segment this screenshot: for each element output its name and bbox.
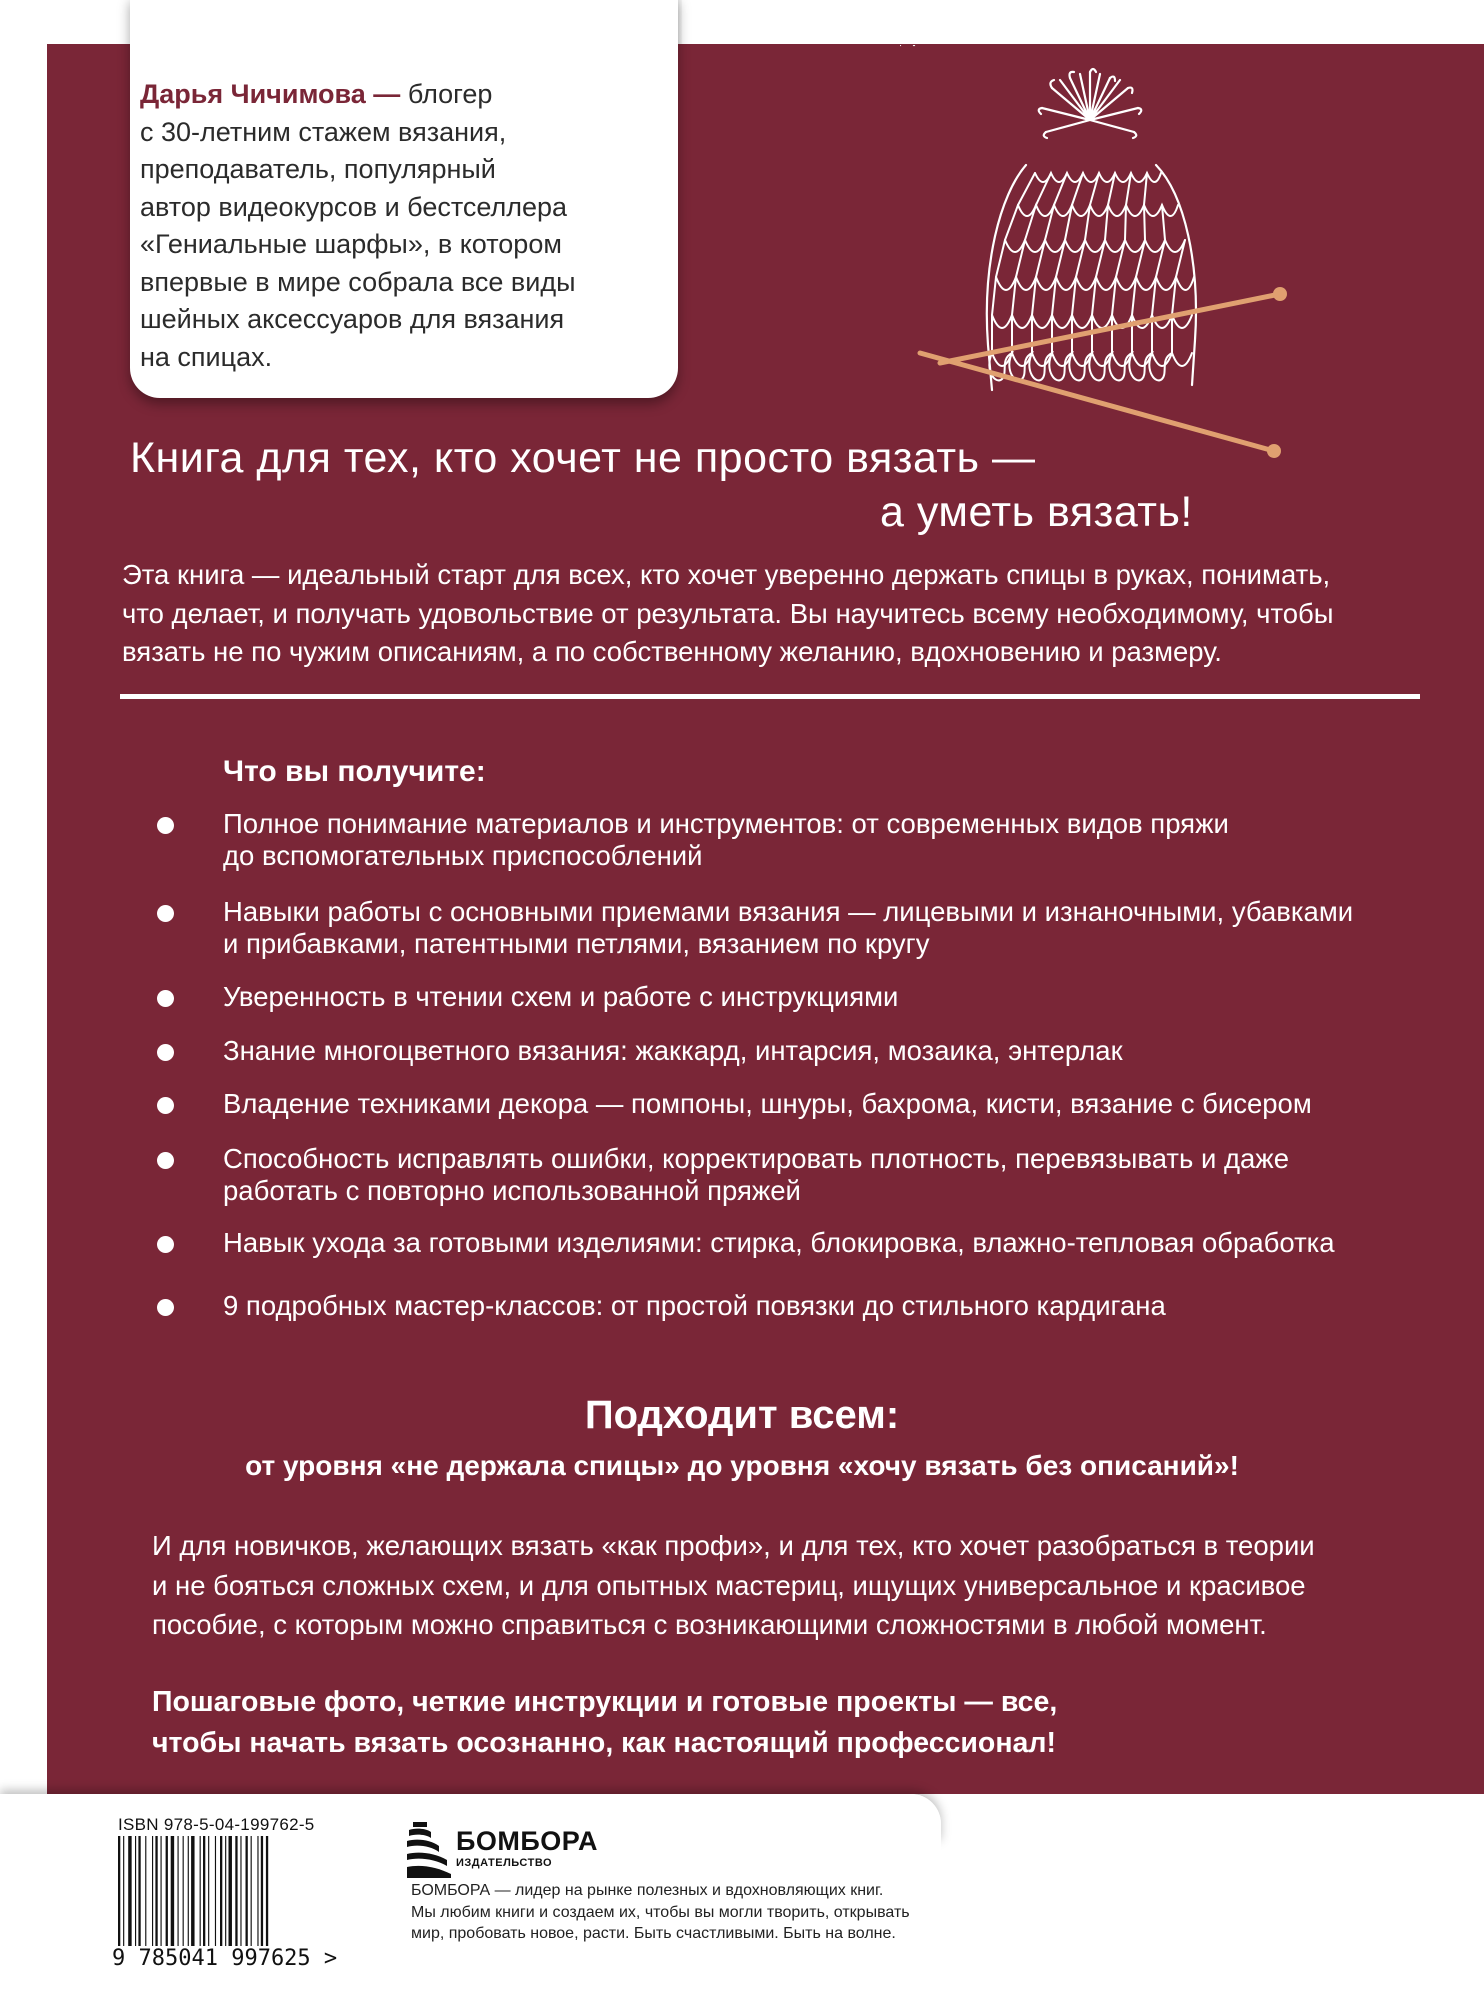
- bullet-icon: [157, 1299, 174, 1316]
- author-name: Дарья Чичимова —: [140, 79, 401, 109]
- bullet-icon: [157, 1152, 174, 1169]
- closing-line: Пошаговые фото, четкие инструкции и готовые проекты — все,: [152, 1686, 1058, 1718]
- divider-line: [120, 694, 1420, 699]
- headline-line-2: а уметь вязать!: [880, 488, 1193, 536]
- headline-line-1: Книга для тех, кто хочет не просто вязать —: [130, 434, 1036, 482]
- benefit-line: Навык ухода за готовыми изделиями: стирка, блокировка, влажно-тепловая обработка: [223, 1227, 1335, 1258]
- publisher-description: [411, 1880, 931, 1945]
- audience-line: и не бояться сложных схем, и для опытных мастериц, ищущих универсальное и красивое: [152, 1569, 1306, 1601]
- bio-line: автор видеокурсов и бестселлера: [140, 191, 568, 222]
- knitted-hat-on-needles-icon: [900, 45, 1300, 475]
- bio-line: «Гениальные шарфы», в котором: [140, 229, 562, 259]
- publisher-line: мир, пробовать новое, расти. Быть счастливыми. Быть на волне.: [411, 1925, 896, 1942]
- bio-line: на спицах.: [140, 341, 273, 372]
- bullet-icon: [157, 905, 174, 922]
- list-item: [223, 1227, 1443, 1259]
- benefits-title: Что вы получите:: [223, 755, 486, 788]
- bullet-icon: [157, 817, 174, 834]
- benefit-line: Владение техниками декора — помпоны, шнуры, бахрома, кисти, вязание с бисером: [223, 1088, 1312, 1119]
- benefit-line: Способность исправлять ошибки, корректировать плотность, перевязывать и даже: [223, 1143, 1290, 1174]
- benefit-line: и прибавками, патентными петлями, вязанием по кругу: [223, 928, 930, 959]
- suits-title: Подходит всем:: [584, 1393, 900, 1437]
- intro-line: вязать не по чужим описаниям, а по собственному желанию, вдохновению и размеру.: [122, 636, 1222, 667]
- bio-line: шейных аксессуаров для вязания: [140, 304, 565, 334]
- list-item: [223, 981, 1443, 1013]
- bullet-icon: [157, 990, 174, 1007]
- bullet-icon: [157, 1097, 174, 1114]
- barcode-icon: [118, 1836, 318, 1946]
- list-item: [223, 1290, 1443, 1322]
- list-item: [223, 896, 1443, 960]
- audience-line: И для новичков, желающих вязать «как профи», и для тех, кто хочет разобраться в теории: [152, 1530, 1315, 1561]
- bio-line: преподаватель, популярный: [140, 154, 496, 184]
- intro-line: что делает, и получать удовольствие от результата. Вы научитесь всему необходимому, чтобы: [122, 597, 1334, 629]
- publisher-logo-name: БОМБОРА: [456, 1826, 598, 1856]
- barcode-digits: 9 785041 997625 >: [112, 1946, 338, 1971]
- bullet-icon: [157, 1044, 174, 1061]
- list-item: [223, 808, 1443, 872]
- suits-subtitle: от уровня «не держала спицы» до уровня «хочу вязать без описаний»!: [245, 1450, 1239, 1481]
- benefit-line: Уверенность в чтении схем и работе с инструкциями: [223, 981, 899, 1012]
- benefit-line: работать с повторно использованной пряжей: [223, 1175, 801, 1206]
- benefit-line: до вспомогательных приспособлений: [223, 840, 703, 871]
- publisher-line: БОМБОРА — лидер на рынке полезных и вдохновляющих книг.: [411, 1882, 884, 1899]
- bio-line: с 30-летним стажем вязания,: [140, 116, 507, 147]
- benefit-line: 9 подробных мастер-классов: от простой повязки до стильного кардигана: [223, 1290, 1166, 1321]
- publisher-logo-subtitle: ИЗДАТЕЛЬСТВО: [456, 1857, 553, 1869]
- closing-paragraph: [152, 1682, 1452, 1764]
- intro-paragraph: [122, 556, 1452, 672]
- intro-line: Эта книга — идеальный старт для всех, кто хочет уверенно держать спицы в руках, понимать,: [122, 559, 1331, 590]
- bio-line: блогер: [407, 79, 493, 109]
- benefit-line: Знание многоцветного вязания: жаккард, интарсия, мозаика, энтерлак: [223, 1035, 1123, 1066]
- isbn-label: ISBN 978-5-04-199762-5: [118, 1815, 315, 1834]
- bullet-icon: [157, 1236, 174, 1253]
- publisher-line: Мы любим книги и создаем их, чтобы вы могли творить, открывать: [411, 1903, 910, 1921]
- audience-paragraph: [152, 1526, 1442, 1645]
- audience-line: пособие, с которым можно справиться с возникающими сложностями в любой момент.: [152, 1609, 1267, 1640]
- list-item: [223, 1088, 1443, 1120]
- benefit-line: Полное понимание материалов и инструментов: от современных видов пряжи: [223, 808, 1229, 839]
- author-bio-text: [140, 76, 660, 376]
- list-item: [223, 1035, 1443, 1067]
- bio-line: впервые в мире собрала все виды: [140, 266, 576, 297]
- bombora-wave-logo-icon: [405, 1818, 453, 1878]
- benefit-line: Навыки работы с основными приемами вязания — лицевыми и изнаночными, убавками: [223, 896, 1354, 927]
- list-item: [223, 1143, 1443, 1207]
- closing-line: чтобы начать вязать осознанно, как настоящий профессионал!: [152, 1727, 1056, 1759]
